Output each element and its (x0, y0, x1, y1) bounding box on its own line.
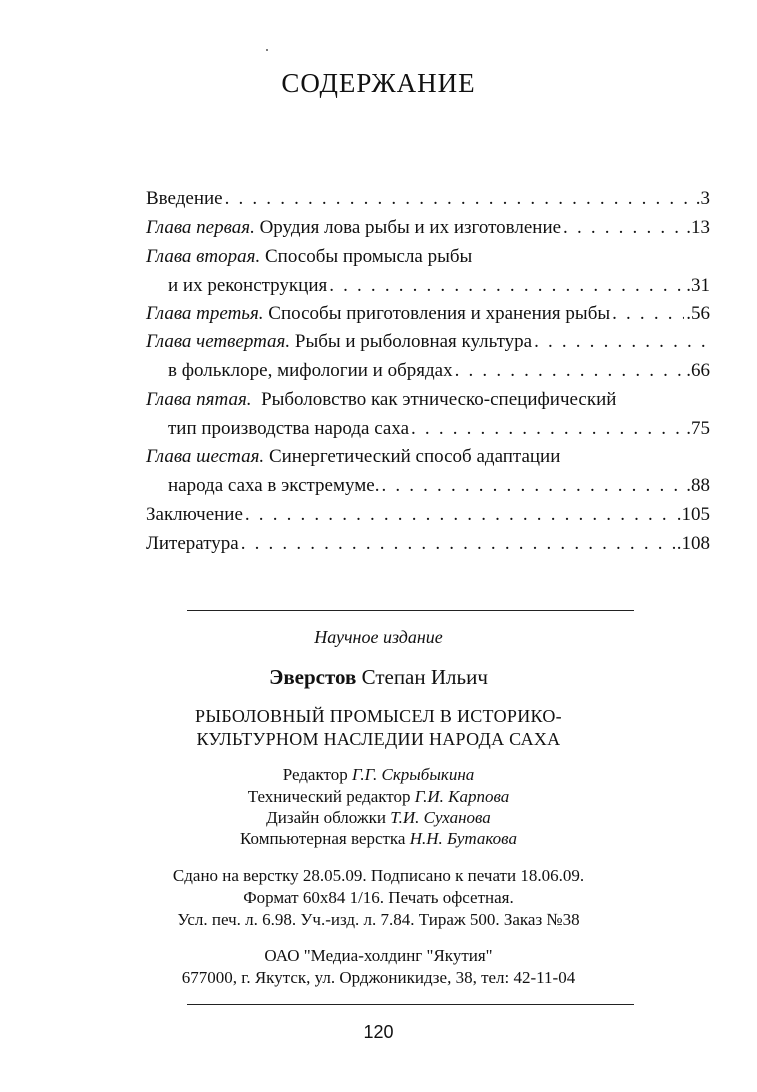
toc-entry-chapter-6-cont[interactable] (168, 472, 710, 500)
toc-label: Рыбы и рыболовная культура (294, 331, 533, 352)
toc-page: .108 (676, 533, 710, 554)
toc-entry-chapter-4[interactable] (146, 328, 710, 356)
toc-label-cont: тип производства народа саха (168, 418, 410, 439)
credit-role: Редактор (282, 765, 348, 784)
divider-bottom (187, 1004, 634, 1005)
credit-cover-design (0, 808, 757, 828)
toc-chapter-prefix: Глава третья. (146, 303, 264, 324)
leader-dots (563, 214, 684, 242)
publisher-address: 677000, г. Якутск, ул. Орджоникидзе, 38, тел: 42-11-04 (181, 968, 576, 987)
print-info-line-1: Сдано на верстку 28.05.09. Подписано к печати 18.06.09. (172, 866, 585, 885)
toc-label: Рыболовство как этническо-специфический (261, 389, 617, 410)
divider-top (187, 610, 634, 611)
toc-chapter-prefix: Глава пятая. (146, 389, 252, 410)
toc-entry-chapter-1[interactable] (146, 214, 710, 242)
book-title-line-2: КУЛЬТУРНОМ НАСЛЕДИИ НАРОДА САХА (196, 729, 561, 749)
toc-entry-chapter-2[interactable] (146, 243, 710, 271)
toc-chapter-prefix: Глава четвертая. (146, 331, 291, 352)
contents-title: СОДЕРЖАНИЕ (281, 68, 476, 98)
toc-page: .31 (686, 275, 710, 296)
toc-chapter-prefix: Глава вторая. (146, 246, 261, 267)
toc-page: .56 (686, 303, 710, 324)
toc-label: Литература (146, 533, 239, 554)
toc-page: .13 (686, 217, 710, 238)
author-name: Степан Ильич (361, 665, 488, 689)
toc-entry-chapter-2-cont[interactable] (168, 272, 710, 300)
toc-label-cont: и их реконструкция (168, 275, 328, 296)
toc-entry-chapter-4-cont[interactable] (168, 357, 710, 385)
credit-name: Г.И. Карпова (414, 787, 510, 806)
toc-page: .105 (676, 504, 710, 525)
leader-dots (245, 501, 675, 529)
leader-dots (225, 185, 694, 213)
book-title-line-1: РЫБОЛОВНЫЙ ПРОМЫСЕЛ В ИСТОРИКО- (195, 706, 562, 726)
leader-dots (329, 272, 684, 300)
toc-label: Синергетический способ адаптации (268, 446, 561, 467)
credit-tech-editor (0, 787, 757, 807)
leader-dots (381, 472, 684, 500)
credit-role: Компьютерная верстка (240, 829, 406, 848)
toc-entry-chapter-5[interactable] (146, 386, 710, 414)
toc-label-cont: в фольклоре, мифологии и обрядах (168, 360, 453, 381)
credit-name: Т.И. Суханова (390, 808, 491, 827)
credit-name: Г.Г. Скрыбыкина (351, 765, 475, 784)
toc-page: .3 (695, 188, 710, 209)
publication-genre: Научное издание (314, 627, 443, 647)
credit-name: Н.Н. Бутакова (409, 829, 517, 848)
toc-label: Заключение (146, 504, 243, 525)
toc-label: Введение (146, 188, 223, 209)
print-info-line-3: Усл. печ. л. 6.98. Уч.-изд. л. 7.84. Тираж 500. Заказ №38 (177, 910, 580, 929)
toc-page: .75 (686, 418, 710, 439)
print-speck (266, 49, 268, 51)
author-surname: Эверстов (269, 665, 357, 689)
print-info-line-2: Формат 60x84 1/16. Печать офсетная. (243, 888, 514, 907)
toc-chapter-prefix: Глава шестая. (146, 446, 265, 467)
publisher: ОАО "Медиа-холдинг "Якутия" (264, 946, 493, 965)
leader-dots (455, 357, 685, 385)
toc-entry-chapter-5-cont[interactable] (168, 415, 710, 443)
leader-dots (241, 530, 675, 558)
toc-page: .66 (686, 360, 710, 381)
toc-label-cont: народа саха в экстремуме. (168, 475, 380, 496)
credit-editor (0, 765, 757, 785)
author (0, 665, 757, 690)
leader-dots (612, 300, 684, 328)
credit-layout (0, 829, 757, 849)
toc-entry-intro[interactable] (146, 185, 710, 213)
credit-role: Дизайн обложки (266, 808, 386, 827)
toc-entry-conclusion[interactable] (146, 501, 710, 529)
toc-chapter-prefix: Глава первая. (146, 217, 255, 238)
toc-entry-chapter-6[interactable] (146, 443, 710, 471)
leader-dots (411, 415, 684, 443)
credit-role: Технический редактор (247, 787, 411, 806)
toc-label: Способы приготовления и хранения рыбы (268, 303, 611, 324)
toc-label: Орудия лова рыбы и их изготовление (259, 217, 562, 238)
toc-entry-chapter-3[interactable] (146, 300, 710, 328)
leader-dots (534, 328, 710, 356)
toc-entry-literature[interactable] (146, 530, 710, 558)
toc-label: Способы промысла рыбы (264, 246, 473, 267)
page-number: 120 (363, 1022, 394, 1042)
toc-page: .88 (686, 475, 710, 496)
